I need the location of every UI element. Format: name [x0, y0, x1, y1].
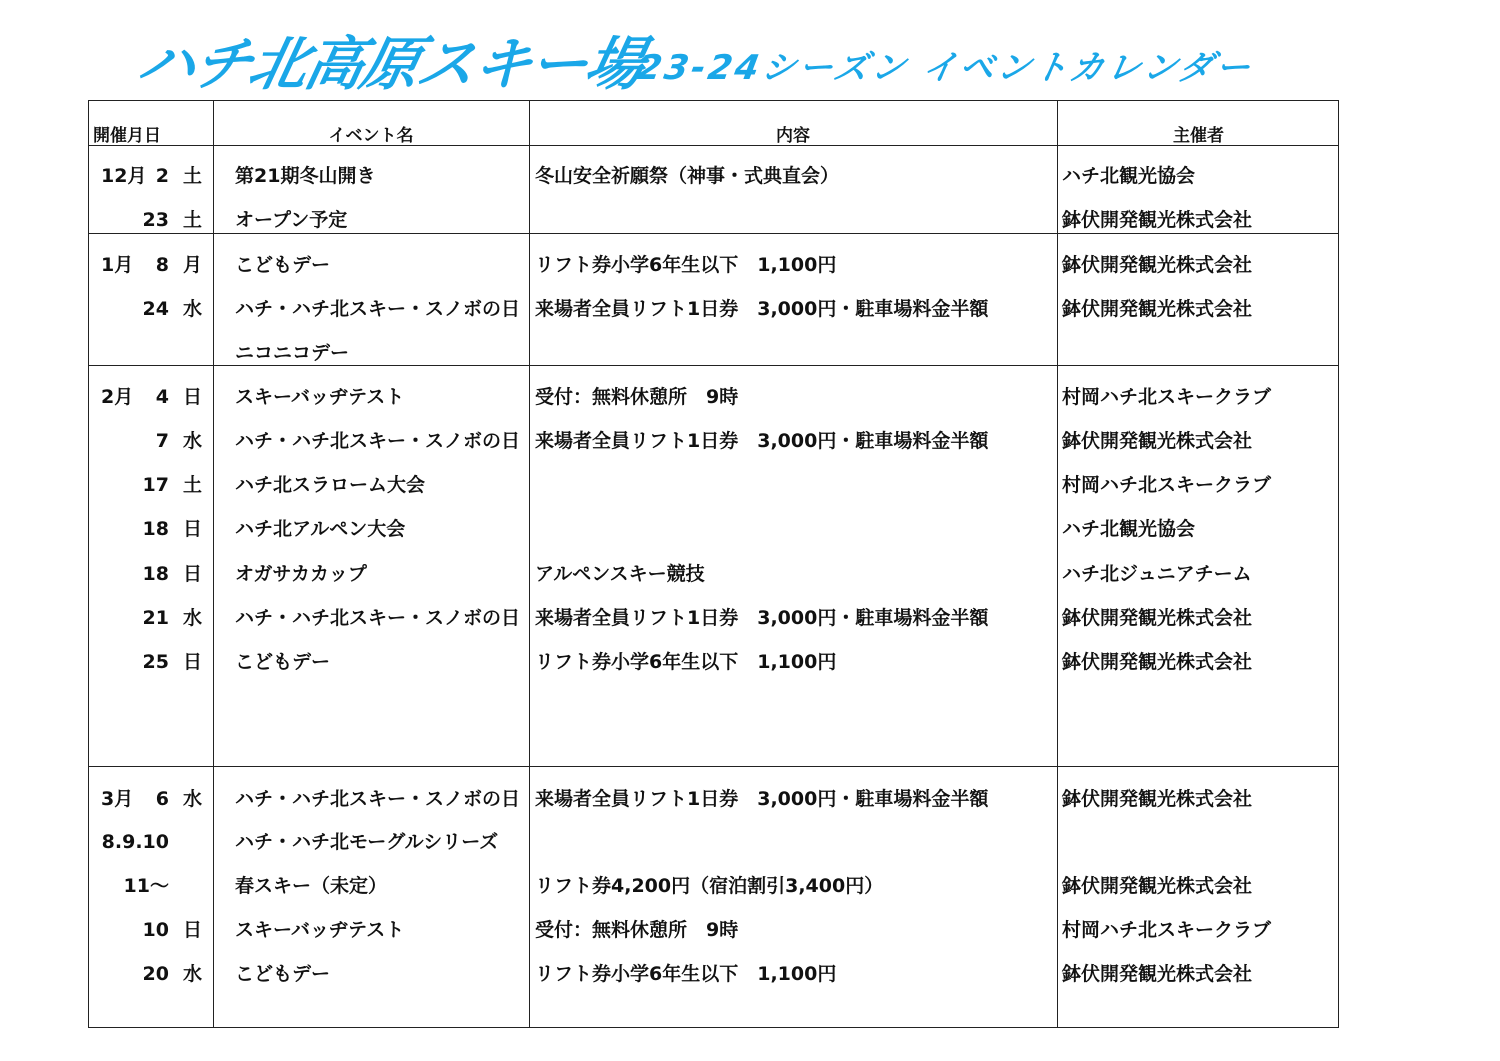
- organizer-cell: 鉢伏開発観光株式会社: [1062, 209, 1253, 231]
- table-row: [89, 297, 1338, 341]
- weekday-cell: 土: [183, 165, 203, 187]
- organizer-cell: ハチ北観光協会: [1062, 518, 1196, 540]
- weekday-cell: 水: [183, 298, 203, 320]
- weekday-cell: 月: [183, 254, 203, 276]
- content-cell: 受付：無料休憩所 9時: [535, 919, 739, 941]
- event-cell: ハチ・ハチ北スキー・スノボの日: [235, 430, 521, 452]
- table-row: [89, 962, 1338, 1006]
- header-date: 開催月日: [93, 126, 161, 146]
- organizer-cell: 鉢伏開発観光株式会社: [1062, 607, 1253, 629]
- organizer-cell: 鉢伏開発観光株式会社: [1062, 788, 1253, 810]
- event-cell: ハチ北スラローム大会: [235, 474, 426, 496]
- organizer-cell: 鉢伏開発観光株式会社: [1062, 963, 1253, 985]
- table-row: [89, 429, 1338, 473]
- table-row: [89, 385, 1338, 429]
- weekday-cell: 水: [183, 788, 203, 810]
- day-cell: 21: [142, 607, 169, 629]
- weekday-cell: 土: [183, 209, 203, 231]
- table-row: [89, 517, 1338, 561]
- table-row: [89, 787, 1338, 831]
- content-cell: リフト券4,200円（宿泊割引3,400円）: [535, 875, 884, 897]
- content-cell: 来場者全員リフト1日券 3,000円・駐車場料金半額: [535, 298, 989, 320]
- event-cell: ハチ・ハチ北スキー・スノボの日: [235, 788, 521, 810]
- organizer-cell: 鉢伏開発観光株式会社: [1062, 651, 1253, 673]
- day-cell: 24: [142, 298, 169, 320]
- table-row: [89, 208, 1338, 252]
- organizer-cell: 鉢伏開発観光株式会社: [1062, 875, 1253, 897]
- page-header: [130, 28, 1338, 98]
- table-row: [89, 918, 1338, 962]
- event-cell: ハチ・ハチ北モーグルシリーズ: [235, 831, 499, 853]
- content-cell: アルペンスキー競技: [535, 563, 705, 585]
- content-cell: 受付：無料休憩所 9時: [535, 386, 739, 408]
- event-cell: オガサカカップ: [235, 563, 367, 585]
- content-cell: 来場者全員リフト1日券 3,000円・駐車場料金半額: [535, 430, 989, 452]
- table-row: [89, 830, 1338, 874]
- event-cell: ハチ・ハチ北スキー・スノボの日: [235, 607, 521, 629]
- event-cell: スキーバッヂテスト: [235, 919, 405, 941]
- organizer-cell: 鉢伏開発観光株式会社: [1062, 430, 1253, 452]
- table-row: [89, 253, 1338, 297]
- event-cell: こどもデー: [235, 651, 331, 673]
- content-cell: 来場者全員リフト1日券 3,000円・駐車場料金半額: [535, 607, 989, 629]
- event-table: [88, 100, 1339, 1028]
- content-cell: 来場者全員リフト1日券 3,000円・駐車場料金半額: [535, 788, 989, 810]
- weekday-cell: 日: [183, 651, 203, 673]
- event-cell: スキーバッヂテスト: [235, 386, 405, 408]
- organizer-cell: 村岡ハチ北スキークラブ: [1062, 474, 1272, 496]
- organizer-cell: ハチ北ジュニアチーム: [1062, 563, 1252, 585]
- organizer-cell: 鉢伏開発観光株式会社: [1062, 254, 1253, 276]
- month-cell: 1月: [101, 254, 134, 276]
- event-cell: ニコニコデー: [235, 342, 350, 364]
- weekday-cell: 日: [183, 563, 203, 585]
- day-cell: 17: [142, 474, 169, 496]
- event-cell: こどもデー: [235, 963, 331, 985]
- day-cell: 2: [155, 165, 169, 187]
- table-row: [89, 562, 1338, 606]
- organizer-cell: 村岡ハチ北スキークラブ: [1062, 919, 1272, 941]
- content-cell: リフト券小学6年生以下 1,100円: [535, 963, 837, 985]
- section-divider: [89, 766, 1338, 767]
- day-cell: 25: [142, 651, 169, 673]
- event-cell: オープン予定: [235, 209, 348, 231]
- day-cell: 18: [142, 518, 169, 540]
- table-row: [89, 874, 1338, 918]
- table-row: [89, 606, 1338, 650]
- content-cell: リフト券小学6年生以下 1,100円: [535, 254, 837, 276]
- table-row: [89, 341, 1338, 385]
- weekday-cell: 日: [183, 386, 203, 408]
- day-cell: 18: [142, 563, 169, 585]
- event-cell: ハチ北アルペン大会: [235, 518, 406, 540]
- day-cell: 20: [142, 963, 169, 985]
- header-content: 内容: [776, 126, 810, 146]
- content-cell: 冬山安全祈願祭（神事・式典直会）: [535, 165, 840, 187]
- day-cell: 8.9.10: [101, 831, 169, 853]
- calendar-title: 23-24シーズン イベントカレンダー: [634, 48, 1257, 88]
- table-row: [89, 164, 1338, 208]
- organizer-cell: 鉢伏開発観光株式会社: [1062, 298, 1253, 320]
- weekday-cell: 水: [183, 430, 203, 452]
- month-cell: 2月: [101, 386, 134, 408]
- table-row: [89, 650, 1338, 694]
- day-cell: 10: [142, 919, 169, 941]
- header-organizer: 主催者: [1173, 126, 1224, 146]
- header-event: イベント名: [328, 126, 414, 146]
- resort-logo-text: ハチ北高原スキー場: [130, 30, 650, 98]
- month-cell: 12月: [101, 165, 147, 187]
- weekday-cell: 水: [183, 607, 203, 629]
- day-cell: 6: [155, 788, 169, 810]
- weekday-cell: 土: [183, 474, 203, 496]
- day-cell: 8: [155, 254, 169, 276]
- month-cell: 3月: [101, 788, 134, 810]
- organizer-cell: ハチ北観光協会: [1062, 165, 1196, 187]
- event-cell: こどもデー: [235, 254, 331, 276]
- day-cell: 4: [155, 386, 169, 408]
- table-row: [89, 473, 1338, 517]
- event-cell: 春スキー（未定）: [235, 875, 388, 897]
- event-cell: 第21期冬山開き: [235, 165, 376, 187]
- day-cell: 7: [155, 430, 169, 452]
- weekday-cell: 日: [183, 919, 203, 941]
- weekday-cell: 水: [183, 963, 203, 985]
- content-cell: リフト券小学6年生以下 1,100円: [535, 651, 837, 673]
- event-cell: ハチ・ハチ北スキー・スノボの日: [235, 298, 521, 320]
- organizer-cell: 村岡ハチ北スキークラブ: [1062, 386, 1272, 408]
- weekday-cell: 日: [183, 518, 203, 540]
- day-cell: 11～: [123, 875, 169, 897]
- day-cell: 23: [142, 209, 169, 231]
